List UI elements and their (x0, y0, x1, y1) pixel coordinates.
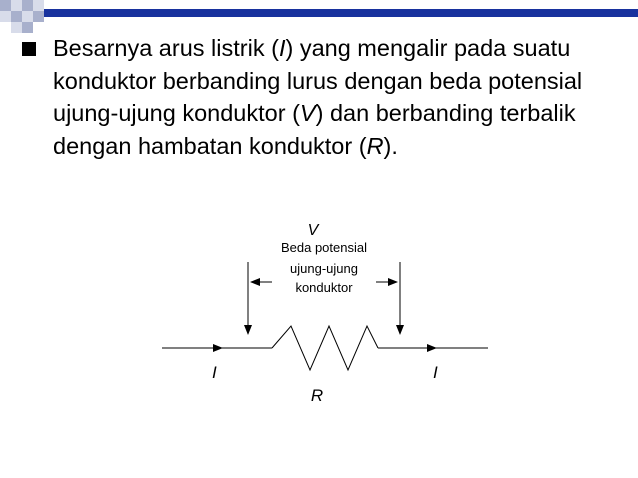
text-segment: ). (383, 132, 398, 159)
resistance-symbol-inline: R (366, 132, 384, 159)
text-segment: ) dan berbanding terbalik dengan hambatan konduktor ( (53, 100, 576, 159)
voltage-symbol-inline: V (299, 100, 316, 126)
voltage-symbol: V (307, 222, 319, 239)
text-segment: ) yang mengalir pada suatu konduktor berbanding lurus dengan beda potensial ujung-ujung konduktor ( (53, 35, 583, 126)
voltage-label-line-1: Beda potensial (280, 240, 368, 255)
resistor-zigzag (272, 326, 378, 370)
resistance-label: R (310, 386, 324, 405)
voltage-label-line-3: konduktor (295, 280, 353, 295)
text-segment: Besarnya arus listrik ( (53, 35, 279, 61)
current-symbol-inline: I (278, 35, 286, 61)
current-label-right: I (433, 363, 438, 382)
voltage-label-line-2: ujung-ujung (290, 261, 358, 276)
current-label-left: I (212, 363, 217, 382)
